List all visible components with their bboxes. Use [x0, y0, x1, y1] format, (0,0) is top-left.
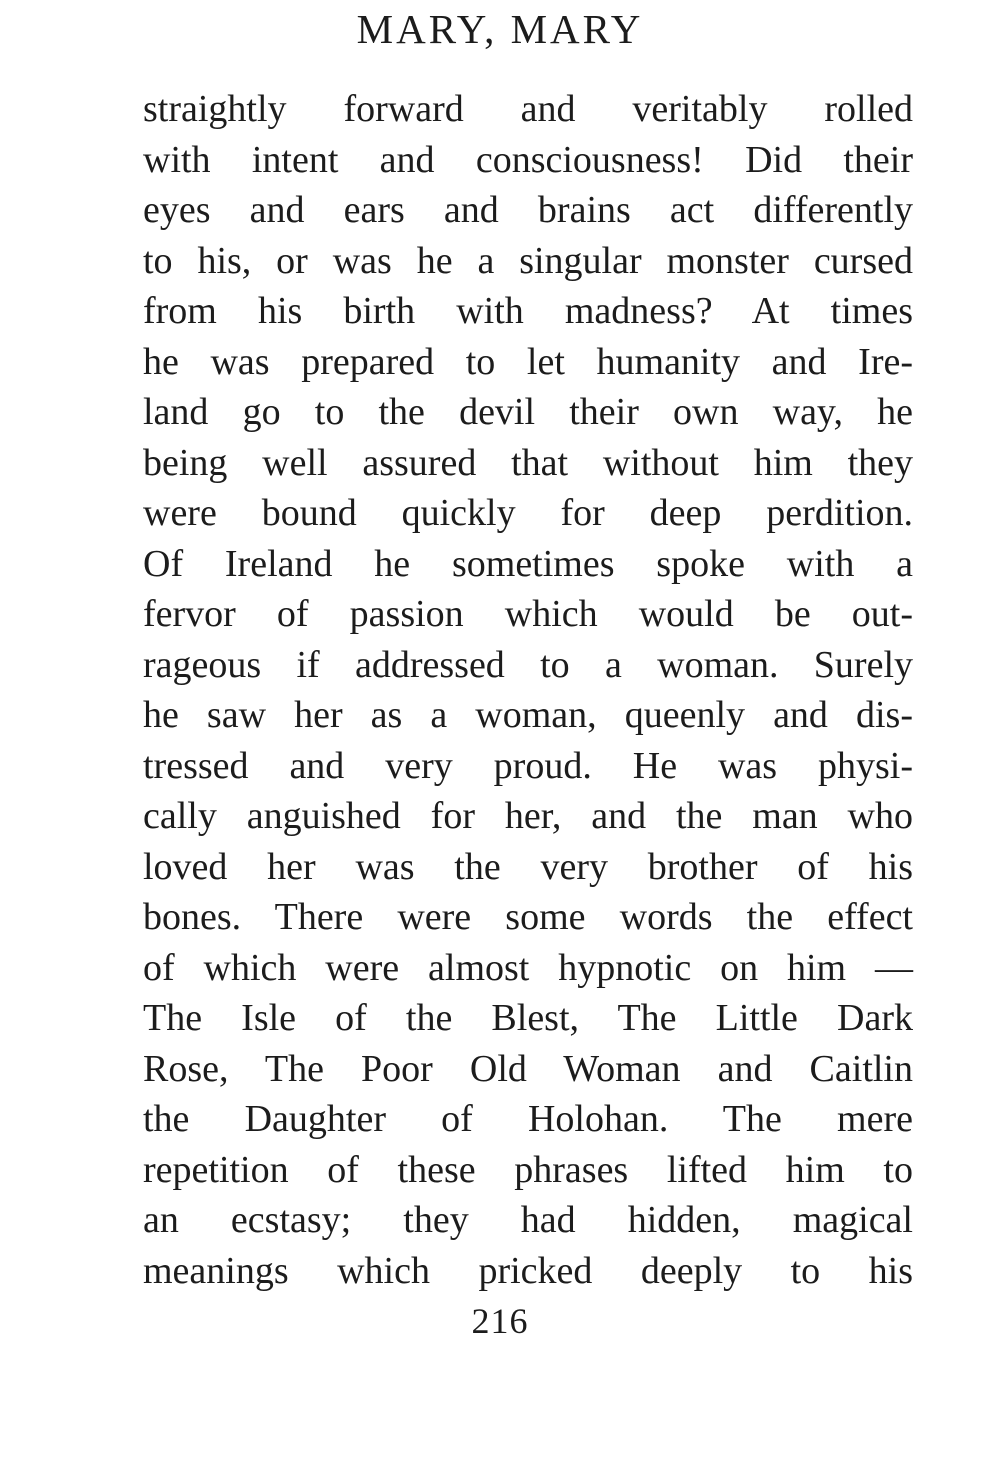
text-line: he was prepared to let humanity and Ire-: [143, 340, 913, 383]
body-text: [143, 84, 913, 1296]
text-line: of which were almost hypnotic on him —: [143, 946, 913, 989]
text-line: loved her was the very brother of his: [143, 845, 913, 888]
text-line: land go to the devil their own way, he: [143, 391, 913, 433]
text-line: repetition of these phrases lifted him to: [143, 1148, 913, 1191]
text-line: The Isle of the Blest, The Little Dark: [143, 997, 913, 1039]
text-line: Rose, The Poor Old Woman and Caitlin: [143, 1047, 913, 1090]
text-line: to his, or was he a singular monster cursed: [143, 239, 913, 282]
text-line: tressed and very proud. He was physi-: [143, 744, 913, 787]
text-line: rageous if addressed to a woman. Surely: [143, 643, 913, 686]
text-line: fervor of passion which would be out-: [143, 593, 913, 635]
text-line: with intent and consciousness! Did their: [143, 138, 913, 181]
running-title: MARY, MARY: [356, 6, 644, 52]
text-line: an ecstasy; they had hidden, magical: [143, 1199, 913, 1241]
text-line: meanings which pricked deeply to his: [143, 1249, 913, 1292]
text-line: he saw her as a woman, queenly and dis-: [143, 694, 913, 736]
text-line: from his birth with madness? At times: [143, 290, 913, 332]
text-line: bones. There were some words the effect: [143, 896, 913, 938]
text-line: were bound quickly for deep perdition.: [143, 492, 913, 534]
page-number: 216: [471, 1301, 529, 1341]
text-line: the Daughter of Holohan. The mere: [143, 1098, 913, 1140]
text-line: Of Ireland he sometimes spoke with a: [143, 542, 913, 585]
text-line: eyes and ears and brains act differently: [143, 189, 913, 231]
text-line: cally anguished for her, and the man who: [143, 795, 913, 837]
text-line: being well assured that without him they: [143, 441, 913, 484]
text-line: straightly forward and veritably rolled: [143, 88, 913, 130]
